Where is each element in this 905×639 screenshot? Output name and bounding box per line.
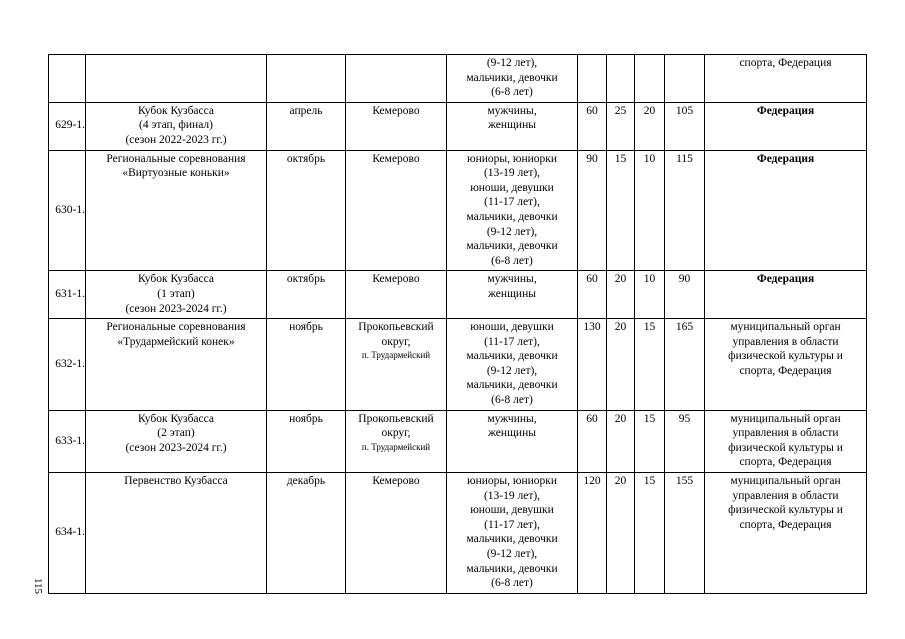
city-sub: п. Трудармейский	[361, 441, 431, 452]
participants-cell: мужчины, женщины	[447, 102, 578, 150]
event-month-cell	[267, 55, 346, 103]
count-total-cell: 105	[665, 102, 705, 150]
participants-cell: юниоры, юниорки (13-19 лет), юноши, девушки (11-17 лет), мальчики, девочки (9-12 лет), мальчики, девочки (6-8 лет)	[447, 473, 578, 594]
event-name-cell	[86, 55, 267, 103]
count-coaches-cell: 25	[607, 102, 635, 150]
count-coaches-cell: 15	[607, 150, 635, 271]
organizer-cell: Федерация	[705, 150, 867, 271]
event-number-cell: 633-1.	[49, 410, 86, 472]
event-name-cell: Первенство Кузбасса	[86, 473, 267, 594]
participants-cell: юноши, девушки (11-17 лет), мальчики, девочки (9-12 лет), мальчики, девочки (6-8 лет)	[447, 319, 578, 411]
count-judges-cell: 10	[635, 271, 665, 319]
count-coaches-cell: 20	[607, 410, 635, 472]
event-city-cell	[346, 473, 447, 594]
event-city-cell	[346, 55, 447, 103]
table-row	[49, 55, 867, 103]
event-name-cell: Кубок Кузбасса (1 этап) (сезон 2023-2024 гг.)	[86, 271, 267, 319]
event-city-cell	[346, 319, 447, 411]
event-month-cell: октябрь	[267, 271, 346, 319]
count-coaches-cell	[607, 55, 635, 103]
event-number-cell: 629-1.	[49, 102, 86, 150]
table-row	[49, 150, 867, 271]
event-month-cell: ноябрь	[267, 319, 346, 411]
count-total-cell: 165	[665, 319, 705, 411]
count-total-cell: 90	[665, 271, 705, 319]
city-main: Прокопьевский округ,	[358, 321, 434, 348]
count-total-cell: 95	[665, 410, 705, 472]
count-participants-cell	[578, 55, 607, 103]
city-main: Кемерово	[372, 104, 420, 117]
city-main: Прокопьевский округ,	[358, 412, 434, 440]
organizer-cell: муниципальный орган управления в области физической культуры и спорта, Федерация	[705, 473, 867, 594]
count-total-cell: 155	[665, 473, 705, 594]
participants-cell: мужчины, женщины	[447, 271, 578, 319]
count-participants-cell: 90	[578, 150, 607, 271]
count-total-cell: 115	[665, 150, 705, 271]
event-month-cell: октябрь	[267, 150, 346, 271]
table-row	[49, 271, 867, 319]
count-participants-cell: 120	[578, 473, 607, 594]
count-coaches-cell: 20	[607, 473, 635, 594]
organizer-cell: спорта, Федерация	[705, 55, 867, 103]
city-main: Кемерово	[372, 152, 420, 165]
count-judges-cell: 15	[635, 410, 665, 472]
event-number-cell	[49, 55, 86, 103]
table-row	[49, 319, 867, 411]
participants-cell: юниоры, юниорки (13-19 лет), юноши, девушки (11-17 лет), мальчики, девочки (9-12 лет), мальчики, девочки (6-8 лет)	[447, 150, 578, 271]
count-participants-cell: 130	[578, 319, 607, 411]
count-coaches-cell: 20	[607, 271, 635, 319]
count-participants-cell: 60	[578, 271, 607, 319]
events-table-body	[49, 55, 867, 594]
count-participants-cell: 60	[578, 410, 607, 472]
organizer-cell: Федерация	[705, 102, 867, 150]
event-city-cell	[346, 150, 447, 271]
page-number: 115	[32, 577, 44, 595]
event-city-cell	[346, 271, 447, 319]
event-city-cell	[346, 102, 447, 150]
city-sub: п. Трудармейский	[361, 350, 431, 361]
event-name-cell: Региональные соревнования «Трудармейский конек»	[86, 319, 267, 411]
count-judges-cell	[635, 55, 665, 103]
event-number-cell: 631-1.	[49, 271, 86, 319]
event-month-cell: декабрь	[267, 473, 346, 594]
participants-cell: мужчины, женщины	[447, 410, 578, 472]
participants-cell: (9-12 лет), мальчики, девочки (6-8 лет)	[447, 55, 578, 103]
city-main: Кемерово	[372, 273, 420, 286]
count-judges-cell: 10	[635, 150, 665, 271]
organizer-cell: Федерация	[705, 271, 867, 319]
event-number-cell: 634-1.	[49, 473, 86, 594]
table-row	[49, 102, 867, 150]
organizer-cell: муниципальный орган управления в области физической культуры и спорта, Федерация	[705, 410, 867, 472]
table-row	[49, 473, 867, 594]
city-main: Кемерово	[372, 475, 420, 488]
event-name-cell: Региональные соревнования «Виртуозные коньки»	[86, 150, 267, 271]
event-number-cell: 630-1.	[49, 150, 86, 271]
table-row	[49, 410, 867, 472]
event-month-cell: ноябрь	[267, 410, 346, 472]
count-judges-cell: 15	[635, 319, 665, 411]
count-total-cell	[665, 55, 705, 103]
count-judges-cell: 15	[635, 473, 665, 594]
event-name-cell: Кубок Кузбасса (4 этап, финал) (сезон 2022-2023 гг.)	[86, 102, 267, 150]
event-number-cell: 632-1.	[49, 319, 86, 411]
event-city-cell	[346, 410, 447, 472]
events-table	[48, 54, 867, 594]
event-name-cell: Кубок Кузбасса (2 этап) (сезон 2023-2024 гг.)	[86, 410, 267, 472]
event-month-cell: апрель	[267, 102, 346, 150]
count-coaches-cell: 20	[607, 319, 635, 411]
organizer-cell: муниципальный орган управления в области физической культуры и спорта, Федерация	[705, 319, 867, 411]
events-table-sheet	[48, 54, 867, 594]
count-participants-cell: 60	[578, 102, 607, 150]
count-judges-cell: 20	[635, 102, 665, 150]
